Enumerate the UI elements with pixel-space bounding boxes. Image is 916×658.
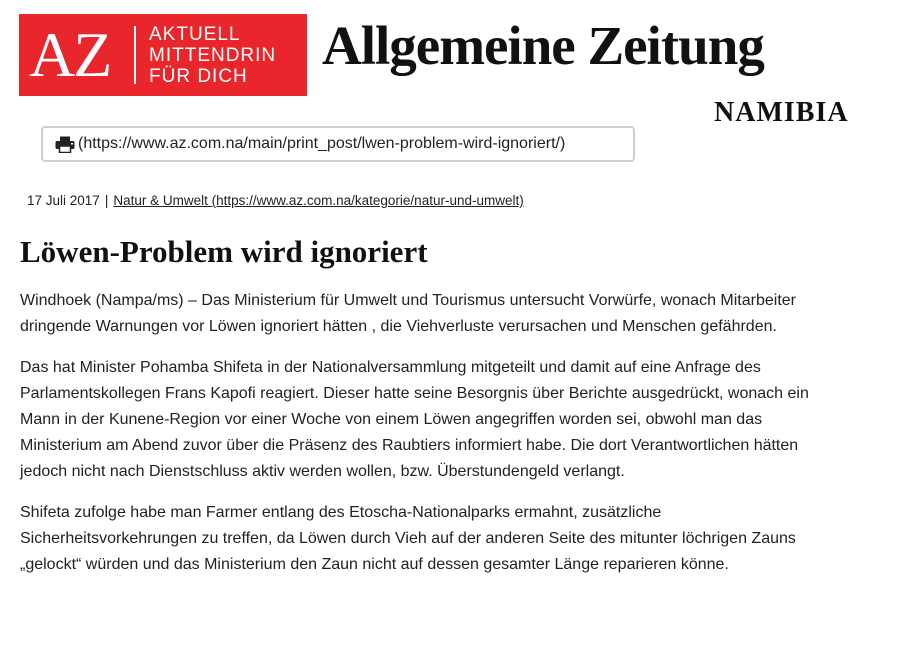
article-paragraph: Windhoek (Nampa/ms) – Das Ministerium für Umwelt und Tourismus untersucht Vorwürfe, wonach Mitarbeiter dringende Warnungen vor Löwen ignoriert hätten , die Viehverluste verursachen und Menschen gefährden. (20, 292, 796, 335)
article-body (20, 288, 820, 593)
logo-tagline-line: FÜR DICH (149, 66, 248, 87)
print-link-text: (https://www.az.com.na/main/print_post/lwen-problem-wird-ignoriert/) (78, 135, 566, 152)
masthead-title: Allgemeine Zeitung (322, 15, 764, 76)
masthead-country: NAMIBIA (714, 97, 849, 128)
article-paragraph: Das hat Minister Pohamba Shifeta in der Nationalversammlung mitgeteilt und damit auf eine Anfrage des Parlamentskollegen Frans Kapofi reagiert. Dieser hatte seine Besorgnis über Berichte ausgedrückt, wonach ein Mann in der Kunene-Region vor einer Woche von einem Löwen angegriffen worden sei, obwohl man das Ministerium am Abend zuvor über die Präsenz des Raubtiers informiert habe. Die dort Verantwortlichen hätten jedoch nicht nach Dienstschluss aktiv werden wollen, bzw. Überstundengeld verlangt. (20, 359, 809, 480)
article-paragraph: Shifeta zufolge habe man Farmer entlang des Etoscha-Nationalparks ermahnt, zusätzliche Sicherheitsvorkehrungen zu treffen, da Löwen durch Vieh auf der anderen Seite des mitunter löchrigen Zauns „gelockt“ würden und das Ministerium den Zaun nicht auf dessen gesamter Länge reparieren könne. (20, 504, 796, 573)
logo-tagline-line: MITTENDRIN (149, 45, 277, 66)
printer-icon (55, 136, 75, 153)
logo-mark: AZ (29, 19, 111, 90)
category-link[interactable]: Natur & Umwelt (https://www.az.com.na/kategorie/natur-und-umwelt) (113, 193, 524, 208)
article-meta (27, 193, 524, 208)
logo-divider (134, 26, 136, 84)
print-link[interactable] (41, 126, 635, 162)
article-date: 17 Juli 2017 (27, 193, 100, 208)
logo-tagline-line: AKTUELL (149, 24, 241, 45)
article-title: Löwen-Problem wird ignoriert (20, 234, 428, 269)
logo-tagline (149, 24, 276, 87)
az-logo[interactable] (19, 14, 307, 96)
meta-separator: | (104, 193, 109, 208)
